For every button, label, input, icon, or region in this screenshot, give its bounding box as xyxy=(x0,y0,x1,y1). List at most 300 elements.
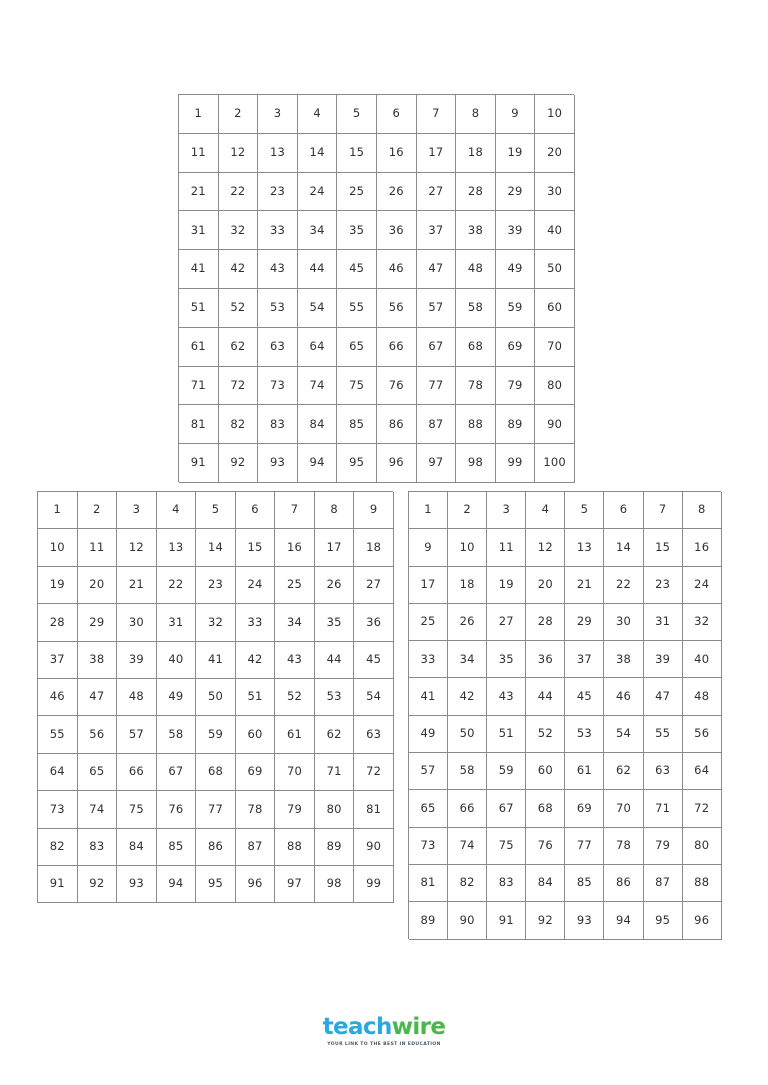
grid-cell: 94 xyxy=(604,902,643,939)
grid-cell: 44 xyxy=(526,678,565,715)
grid-cell: 79 xyxy=(644,828,683,865)
grid-cell: 86 xyxy=(377,405,417,444)
grid-cell: 74 xyxy=(298,367,338,406)
grid-cell: 85 xyxy=(565,865,604,902)
grid-cell: 12 xyxy=(526,529,565,566)
grid-cell: 3 xyxy=(487,492,526,529)
number-grid-eight-column xyxy=(408,491,721,939)
grid-cell: 35 xyxy=(315,604,355,641)
grid-cell: 46 xyxy=(377,250,417,289)
grid-cell: 69 xyxy=(496,328,536,367)
grid-cell: 6 xyxy=(236,492,276,529)
grid-cell: 46 xyxy=(38,679,78,716)
grid-cell: 93 xyxy=(565,902,604,939)
grid-cell: 62 xyxy=(315,716,355,753)
grid-cell: 12 xyxy=(117,529,157,566)
grid-cell: 21 xyxy=(117,567,157,604)
grid-cell: 81 xyxy=(354,791,394,828)
grid-cell: 19 xyxy=(487,567,526,604)
grid-cell: 9 xyxy=(409,529,448,566)
grid-cell: 98 xyxy=(315,866,355,903)
grid-cell: 88 xyxy=(683,865,722,902)
grid-cell: 80 xyxy=(683,828,722,865)
grid-cell: 66 xyxy=(377,328,417,367)
grid-cell: 41 xyxy=(179,250,219,289)
grid-cell: 54 xyxy=(604,716,643,753)
grid-cell: 34 xyxy=(298,211,338,250)
grid-cell: 31 xyxy=(157,604,197,641)
grid-cell: 91 xyxy=(487,902,526,939)
grid-cell: 82 xyxy=(448,865,487,902)
grid-cell: 98 xyxy=(456,444,496,483)
grid-cell: 64 xyxy=(298,328,338,367)
grid-cell: 64 xyxy=(683,753,722,790)
grid-cell: 15 xyxy=(236,529,276,566)
grid-cell: 92 xyxy=(526,902,565,939)
grid-cell: 69 xyxy=(565,790,604,827)
logo-tagline: YOUR LINK TO THE BEST IN EDUCATION xyxy=(327,1042,441,1047)
logo-wordmark xyxy=(323,1014,446,1040)
grid-cell: 58 xyxy=(157,716,197,753)
grid-cell: 21 xyxy=(179,173,219,212)
grid-cell: 39 xyxy=(644,641,683,678)
grid-cell: 54 xyxy=(354,679,394,716)
grid-cell: 83 xyxy=(78,829,118,866)
grid-cell: 1 xyxy=(179,95,219,134)
grid-cell: 27 xyxy=(417,173,457,212)
grid-cell: 41 xyxy=(196,642,236,679)
grid-cell: 54 xyxy=(298,289,338,328)
grid-cell: 13 xyxy=(565,529,604,566)
grid-cell: 68 xyxy=(526,790,565,827)
grid-cell: 63 xyxy=(258,328,298,367)
grid-cell: 56 xyxy=(377,289,417,328)
grid-cell: 28 xyxy=(526,604,565,641)
grid-cell: 76 xyxy=(377,367,417,406)
grid-cell: 87 xyxy=(236,829,276,866)
grid-cell: 18 xyxy=(354,529,394,566)
grid-cell: 13 xyxy=(157,529,197,566)
grid-cell: 53 xyxy=(315,679,355,716)
grid-cell: 2 xyxy=(219,95,259,134)
grid-cell: 23 xyxy=(258,173,298,212)
grid-cell: 18 xyxy=(448,567,487,604)
grid-cell: 95 xyxy=(337,444,377,483)
grid-cell: 21 xyxy=(565,567,604,604)
grid-cell: 67 xyxy=(157,754,197,791)
grid-cell: 91 xyxy=(179,444,219,483)
grid-cell: 30 xyxy=(117,604,157,641)
grid-cell: 72 xyxy=(219,367,259,406)
grid-cell: 94 xyxy=(157,866,197,903)
grid-cell: 84 xyxy=(298,405,338,444)
grid-cell: 93 xyxy=(117,866,157,903)
grid-cell: 87 xyxy=(644,865,683,902)
grid-cell: 51 xyxy=(487,716,526,753)
grid-cell: 19 xyxy=(38,567,78,604)
grid-cell: 29 xyxy=(565,604,604,641)
grid-cell: 65 xyxy=(78,754,118,791)
grid-cell: 43 xyxy=(275,642,315,679)
grid-cell: 7 xyxy=(417,95,457,134)
grid-cell: 32 xyxy=(196,604,236,641)
grid-cell: 66 xyxy=(448,790,487,827)
grid-cell: 85 xyxy=(157,829,197,866)
grid-cell: 33 xyxy=(258,211,298,250)
grid-cell: 49 xyxy=(496,250,536,289)
grid-cell: 20 xyxy=(535,134,575,173)
grid-cell: 87 xyxy=(417,405,457,444)
grid-cell: 11 xyxy=(487,529,526,566)
grid-cell: 90 xyxy=(354,829,394,866)
grid-cell: 24 xyxy=(236,567,276,604)
grid-cell: 77 xyxy=(417,367,457,406)
grid-cell: 55 xyxy=(337,289,377,328)
grid-cell: 6 xyxy=(604,492,643,529)
number-grid-hundred-square xyxy=(178,94,574,482)
teachwire-logo xyxy=(0,1014,768,1048)
grid-cell: 77 xyxy=(565,828,604,865)
grid-cell: 33 xyxy=(409,641,448,678)
grid-cell: 49 xyxy=(157,679,197,716)
grid-cell: 25 xyxy=(409,604,448,641)
grid-cell: 92 xyxy=(78,866,118,903)
grid-cell: 48 xyxy=(117,679,157,716)
grid-cell: 8 xyxy=(683,492,722,529)
grid-cell: 81 xyxy=(409,865,448,902)
grid-cell: 15 xyxy=(644,529,683,566)
grid-cell: 49 xyxy=(409,716,448,753)
grid-cell: 27 xyxy=(487,604,526,641)
grid-cell: 62 xyxy=(219,328,259,367)
grid-cell: 45 xyxy=(337,250,377,289)
grid-cell: 68 xyxy=(196,754,236,791)
grid-cell: 42 xyxy=(219,250,259,289)
grid-cell: 91 xyxy=(38,866,78,903)
grid-cell: 8 xyxy=(315,492,355,529)
grid-cell: 31 xyxy=(179,211,219,250)
grid-cell: 61 xyxy=(179,328,219,367)
grid-cell: 28 xyxy=(456,173,496,212)
grid-cell: 35 xyxy=(337,211,377,250)
grid-cell: 42 xyxy=(448,678,487,715)
grid-cell: 5 xyxy=(196,492,236,529)
grid-cell: 58 xyxy=(448,753,487,790)
grid-cell: 78 xyxy=(604,828,643,865)
grid-cell: 17 xyxy=(417,134,457,173)
grid-cell: 53 xyxy=(565,716,604,753)
grid-cell: 67 xyxy=(417,328,457,367)
grid-cell: 70 xyxy=(604,790,643,827)
grid-cell: 41 xyxy=(409,678,448,715)
grid-cell: 29 xyxy=(78,604,118,641)
grid-cell: 20 xyxy=(78,567,118,604)
grid-cell: 89 xyxy=(496,405,536,444)
grid-cell: 82 xyxy=(219,405,259,444)
grid-cell: 59 xyxy=(196,716,236,753)
grid-cell: 78 xyxy=(456,367,496,406)
grid-cell: 40 xyxy=(683,641,722,678)
grid-cell: 51 xyxy=(236,679,276,716)
grid-cell: 55 xyxy=(644,716,683,753)
grid-cell: 3 xyxy=(117,492,157,529)
grid-cell: 77 xyxy=(196,791,236,828)
grid-cell: 50 xyxy=(535,250,575,289)
grid-cell: 20 xyxy=(526,567,565,604)
grid-cell: 37 xyxy=(565,641,604,678)
grid-cell: 1 xyxy=(409,492,448,529)
grid-cell: 36 xyxy=(377,211,417,250)
grid-cell: 30 xyxy=(535,173,575,212)
grid-cell: 13 xyxy=(258,134,298,173)
grid-cell: 25 xyxy=(337,173,377,212)
grid-cell: 14 xyxy=(196,529,236,566)
grid-cell: 14 xyxy=(604,529,643,566)
grid-cell: 34 xyxy=(448,641,487,678)
grid-cell: 80 xyxy=(315,791,355,828)
grid-cell: 28 xyxy=(38,604,78,641)
grid-cell: 8 xyxy=(456,95,496,134)
grid-cell: 7 xyxy=(275,492,315,529)
grid-cell: 92 xyxy=(219,444,259,483)
grid-cell: 51 xyxy=(179,289,219,328)
grid-cell: 26 xyxy=(377,173,417,212)
grid-cell: 62 xyxy=(604,753,643,790)
grid-cell: 47 xyxy=(78,679,118,716)
grid-cell: 26 xyxy=(448,604,487,641)
grid-cell: 64 xyxy=(38,754,78,791)
grid-cell: 22 xyxy=(219,173,259,212)
grid-cell: 4 xyxy=(526,492,565,529)
grid-cell: 83 xyxy=(487,865,526,902)
grid-cell: 96 xyxy=(236,866,276,903)
grid-cell: 38 xyxy=(604,641,643,678)
grid-cell: 36 xyxy=(354,604,394,641)
grid-cell: 48 xyxy=(456,250,496,289)
grid-cell: 10 xyxy=(535,95,575,134)
grid-cell: 23 xyxy=(196,567,236,604)
grid-cell: 27 xyxy=(354,567,394,604)
grid-cell: 89 xyxy=(315,829,355,866)
grid-cell: 47 xyxy=(417,250,457,289)
grid-cell: 50 xyxy=(448,716,487,753)
grid-cell: 10 xyxy=(38,529,78,566)
grid-cell: 100 xyxy=(535,444,575,483)
number-grid-nine-column xyxy=(37,491,393,903)
grid-cell: 1 xyxy=(38,492,78,529)
grid-cell: 88 xyxy=(275,829,315,866)
grid-cell: 63 xyxy=(354,716,394,753)
grid-cell: 55 xyxy=(38,716,78,753)
grid-cell: 6 xyxy=(377,95,417,134)
grid-cell: 82 xyxy=(38,829,78,866)
grid-cell: 15 xyxy=(337,134,377,173)
grid-cell: 16 xyxy=(683,529,722,566)
grid-cell: 2 xyxy=(78,492,118,529)
grid-cell: 99 xyxy=(496,444,536,483)
grid-cell: 48 xyxy=(683,678,722,715)
grid-cell: 61 xyxy=(275,716,315,753)
grid-cell: 59 xyxy=(496,289,536,328)
grid-cell: 36 xyxy=(526,641,565,678)
grid-cell: 56 xyxy=(683,716,722,753)
grid-cell: 79 xyxy=(496,367,536,406)
grid-cell: 57 xyxy=(409,753,448,790)
grid-cell: 85 xyxy=(337,405,377,444)
grid-cell: 32 xyxy=(683,604,722,641)
grid-cell: 18 xyxy=(456,134,496,173)
grid-cell: 25 xyxy=(275,567,315,604)
grid-cell: 16 xyxy=(377,134,417,173)
grid-cell: 4 xyxy=(157,492,197,529)
grid-cell: 96 xyxy=(683,902,722,939)
grid-cell: 60 xyxy=(526,753,565,790)
grid-cell: 71 xyxy=(315,754,355,791)
grid-cell: 93 xyxy=(258,444,298,483)
grid-cell: 16 xyxy=(275,529,315,566)
logo-word-wire: wire xyxy=(391,1014,446,1040)
grid-cell: 75 xyxy=(337,367,377,406)
grid-cell: 56 xyxy=(78,716,118,753)
grid-cell: 44 xyxy=(315,642,355,679)
grid-cell: 24 xyxy=(298,173,338,212)
grid-cell: 65 xyxy=(409,790,448,827)
grid-cell: 97 xyxy=(417,444,457,483)
grid-cell: 11 xyxy=(179,134,219,173)
grid-cell: 86 xyxy=(604,865,643,902)
grid-cell: 65 xyxy=(337,328,377,367)
grid-cell: 81 xyxy=(179,405,219,444)
grid-cell: 95 xyxy=(196,866,236,903)
grid-cell: 40 xyxy=(157,642,197,679)
grid-cell: 39 xyxy=(496,211,536,250)
grid-cell: 84 xyxy=(117,829,157,866)
grid-cell: 73 xyxy=(409,828,448,865)
grid-cell: 5 xyxy=(337,95,377,134)
grid-cell: 45 xyxy=(354,642,394,679)
grid-cell: 68 xyxy=(456,328,496,367)
grid-cell: 45 xyxy=(565,678,604,715)
grid-cell: 22 xyxy=(157,567,197,604)
grid-cell: 53 xyxy=(258,289,298,328)
grid-cell: 76 xyxy=(526,828,565,865)
grid-cell: 43 xyxy=(258,250,298,289)
grid-cell: 37 xyxy=(38,642,78,679)
grid-cell: 23 xyxy=(644,567,683,604)
grid-cell: 69 xyxy=(236,754,276,791)
grid-cell: 60 xyxy=(535,289,575,328)
grid-cell: 78 xyxy=(236,791,276,828)
grid-cell: 37 xyxy=(417,211,457,250)
grid-cell: 17 xyxy=(409,567,448,604)
grid-cell: 90 xyxy=(535,405,575,444)
grid-cell: 63 xyxy=(644,753,683,790)
grid-cell: 61 xyxy=(565,753,604,790)
grid-cell: 52 xyxy=(219,289,259,328)
grid-cell: 75 xyxy=(487,828,526,865)
grid-cell: 50 xyxy=(196,679,236,716)
grid-cell: 38 xyxy=(456,211,496,250)
grid-cell: 47 xyxy=(644,678,683,715)
grid-cell: 39 xyxy=(117,642,157,679)
grid-cell: 14 xyxy=(298,134,338,173)
grid-cell: 57 xyxy=(117,716,157,753)
grid-cell: 11 xyxy=(78,529,118,566)
grid-cell: 83 xyxy=(258,405,298,444)
grid-cell: 17 xyxy=(315,529,355,566)
grid-cell: 30 xyxy=(604,604,643,641)
grid-cell: 72 xyxy=(683,790,722,827)
grid-cell: 80 xyxy=(535,367,575,406)
grid-cell: 33 xyxy=(236,604,276,641)
grid-cell: 74 xyxy=(448,828,487,865)
grid-cell: 35 xyxy=(487,641,526,678)
grid-cell: 76 xyxy=(157,791,197,828)
grid-cell: 2 xyxy=(448,492,487,529)
grid-cell: 38 xyxy=(78,642,118,679)
grid-cell: 4 xyxy=(298,95,338,134)
grid-cell: 9 xyxy=(496,95,536,134)
grid-cell: 59 xyxy=(487,753,526,790)
grid-cell: 57 xyxy=(417,289,457,328)
grid-cell: 3 xyxy=(258,95,298,134)
grid-cell: 31 xyxy=(644,604,683,641)
grid-cell: 71 xyxy=(179,367,219,406)
logo-word-teach: teach xyxy=(322,1014,392,1040)
grid-cell: 96 xyxy=(377,444,417,483)
grid-cell: 40 xyxy=(535,211,575,250)
grid-cell: 32 xyxy=(219,211,259,250)
grid-cell: 26 xyxy=(315,567,355,604)
grid-cell: 52 xyxy=(275,679,315,716)
grid-cell: 42 xyxy=(236,642,276,679)
grid-cell: 44 xyxy=(298,250,338,289)
grid-cell: 89 xyxy=(409,902,448,939)
grid-cell: 70 xyxy=(535,328,575,367)
grid-cell: 60 xyxy=(236,716,276,753)
grid-cell: 95 xyxy=(644,902,683,939)
grid-cell: 12 xyxy=(219,134,259,173)
grid-cell: 79 xyxy=(275,791,315,828)
grid-cell: 24 xyxy=(683,567,722,604)
grid-cell: 52 xyxy=(526,716,565,753)
grid-cell: 75 xyxy=(117,791,157,828)
grid-cell: 7 xyxy=(644,492,683,529)
grid-cell: 74 xyxy=(78,791,118,828)
grid-cell: 99 xyxy=(354,866,394,903)
grid-cell: 84 xyxy=(526,865,565,902)
grid-cell: 70 xyxy=(275,754,315,791)
grid-cell: 73 xyxy=(258,367,298,406)
grid-cell: 73 xyxy=(38,791,78,828)
grid-cell: 46 xyxy=(604,678,643,715)
grid-cell: 19 xyxy=(496,134,536,173)
grid-cell: 72 xyxy=(354,754,394,791)
grid-cell: 58 xyxy=(456,289,496,328)
grid-cell: 10 xyxy=(448,529,487,566)
grid-cell: 88 xyxy=(456,405,496,444)
grid-cell: 71 xyxy=(644,790,683,827)
grid-cell: 43 xyxy=(487,678,526,715)
grid-cell: 97 xyxy=(275,866,315,903)
grid-cell: 94 xyxy=(298,444,338,483)
grid-cell: 90 xyxy=(448,902,487,939)
grid-cell: 86 xyxy=(196,829,236,866)
grid-cell: 66 xyxy=(117,754,157,791)
grid-cell: 67 xyxy=(487,790,526,827)
grid-cell: 9 xyxy=(354,492,394,529)
grid-cell: 34 xyxy=(275,604,315,641)
